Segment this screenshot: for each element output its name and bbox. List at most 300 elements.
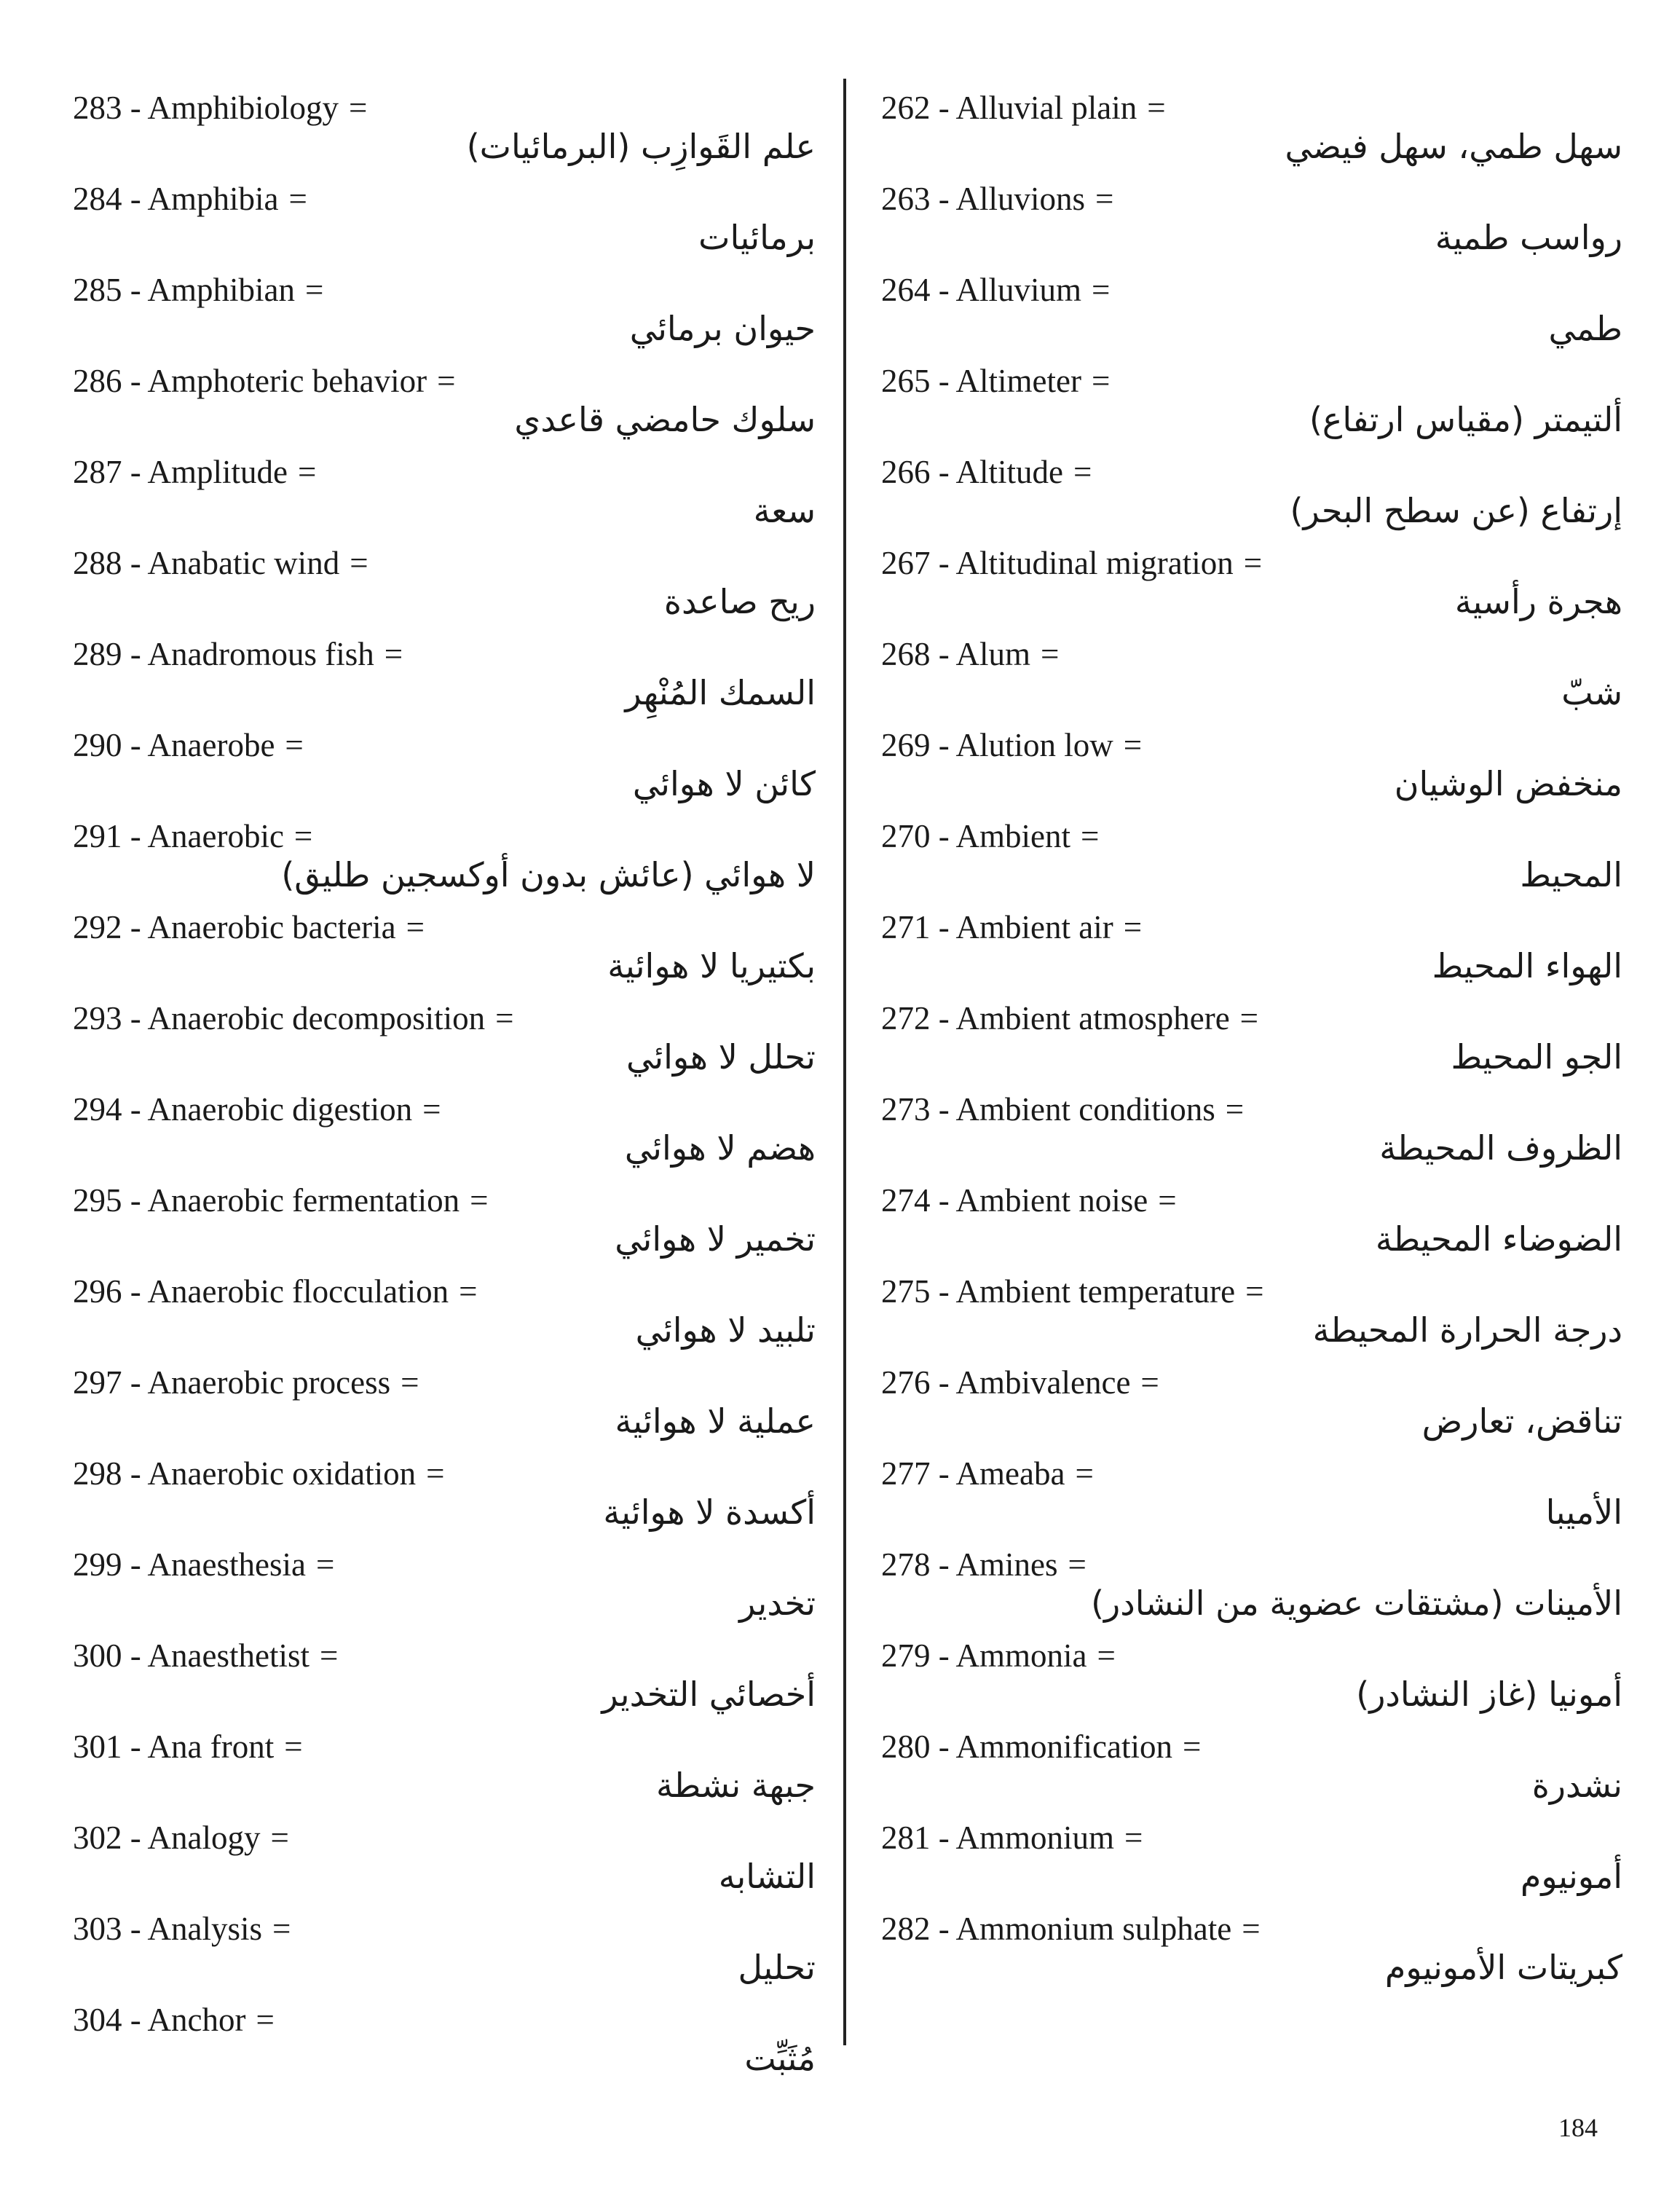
equals-sign: = — [272, 1911, 291, 1947]
equals-sign: = — [293, 818, 313, 854]
entry-english-term: Amphibia — [147, 181, 279, 217]
equals-sign: = — [305, 272, 324, 308]
entry-separator: - — [122, 363, 148, 399]
entry-arabic-translation: كائن لا هوائي — [632, 764, 816, 803]
equals-sign: = — [459, 1273, 478, 1310]
entry-separator: - — [930, 1728, 956, 1765]
entry-separator: - — [930, 636, 956, 672]
entry-english-term: Ammonification — [955, 1728, 1172, 1765]
entry-number: 276 — [881, 1364, 931, 1401]
entry-number: 267 — [881, 545, 931, 581]
entry-arabic-translation: تلبيد لا هوائي — [635, 1310, 816, 1350]
entry-separator: - — [930, 1546, 956, 1583]
entry-number: 262 — [881, 90, 931, 126]
dictionary-entry — [73, 359, 816, 450]
equals-sign: = — [437, 363, 456, 399]
entry-arabic-translation: طمي — [1548, 309, 1622, 348]
entry-english-term: Ammonium — [955, 1820, 1115, 1856]
equals-sign: = — [270, 1820, 289, 1856]
entry-number: 293 — [73, 1000, 122, 1036]
dictionary-entry — [881, 450, 1622, 541]
dictionary-entry — [881, 723, 1622, 814]
entry-english-term: Anaerobic — [147, 818, 284, 854]
equals-sign: = — [1225, 1091, 1245, 1128]
equals-sign: = — [1073, 454, 1092, 490]
equals-sign: = — [285, 727, 304, 763]
entry-number: 283 — [73, 90, 122, 126]
entry-number: 274 — [881, 1182, 931, 1219]
entry-term-line — [73, 814, 312, 858]
entry-term-line — [881, 1634, 1116, 1677]
equals-sign: = — [1140, 1364, 1159, 1401]
dictionary-entry — [881, 1179, 1622, 1270]
entry-number: 273 — [881, 1091, 931, 1128]
entry-english-term: Alluvions — [955, 181, 1086, 217]
entry-separator: - — [930, 1182, 956, 1219]
entry-english-term: Ambient temperature — [955, 1273, 1236, 1310]
entry-english-term: Amphibiology — [147, 90, 339, 126]
dictionary-entry — [73, 1634, 816, 1725]
equals-sign: = — [1242, 1911, 1261, 1947]
equals-sign: = — [1158, 1182, 1177, 1219]
equals-sign: = — [319, 1637, 339, 1674]
entry-term-line — [881, 632, 1059, 676]
entry-separator: - — [122, 272, 148, 308]
entry-arabic-translation: كبريتات الأمونيوم — [1384, 1948, 1622, 1987]
entry-number: 280 — [881, 1728, 931, 1765]
entry-term-line — [881, 1725, 1201, 1769]
entry-english-term: Ambient — [955, 818, 1070, 854]
dictionary-entry — [881, 268, 1622, 359]
entry-number: 297 — [73, 1364, 122, 1401]
equals-sign: = — [1081, 818, 1100, 854]
dictionary-entry — [73, 1361, 816, 1452]
entry-arabic-translation: ريح صاعدة — [663, 582, 816, 621]
entry-english-term: Analysis — [147, 1911, 263, 1947]
dictionary-entry — [881, 905, 1622, 996]
dictionary-entry — [73, 541, 816, 632]
entry-english-term: Ambient conditions — [955, 1091, 1215, 1128]
entry-number: 291 — [73, 818, 122, 854]
entry-number: 300 — [73, 1637, 122, 1674]
equals-sign: = — [1123, 909, 1143, 945]
entry-number: 290 — [73, 727, 122, 763]
entry-english-term: Ambivalence — [955, 1364, 1131, 1401]
equals-sign: = — [1245, 1273, 1264, 1310]
entry-arabic-translation: أمونيوم — [1520, 1857, 1622, 1896]
entry-number: 269 — [881, 727, 931, 763]
equals-sign: = — [422, 1091, 441, 1128]
entry-arabic-translation: الهواء المحيط — [1432, 946, 1622, 986]
entry-separator: - — [930, 1455, 956, 1492]
equals-sign: = — [298, 454, 317, 490]
entry-english-term: Anaerobic digestion — [147, 1091, 413, 1128]
entry-arabic-translation: الظروف المحيطة — [1379, 1128, 1622, 1168]
entry-number: 298 — [73, 1455, 122, 1492]
dictionary-entry — [881, 996, 1622, 1087]
entry-english-term: Amplitude — [147, 454, 288, 490]
entry-number: 289 — [73, 636, 122, 672]
equals-sign: = — [1239, 1000, 1259, 1036]
entry-term-line — [881, 905, 1142, 949]
right-column — [881, 86, 1622, 1998]
dictionary-entry — [881, 1907, 1622, 1998]
entry-arabic-translation: عملية لا هوائية — [615, 1401, 816, 1441]
equals-sign: = — [1068, 1546, 1087, 1583]
entry-arabic-translation: ألتيمتر (مقياس ارتفاع) — [1309, 400, 1622, 439]
equals-sign: = — [315, 1546, 335, 1583]
page-number: 184 — [1558, 2113, 1598, 2142]
entry-separator: - — [122, 1455, 148, 1492]
entry-number: 303 — [73, 1911, 122, 1947]
entry-term-line — [73, 1361, 419, 1404]
entry-separator: - — [930, 1364, 956, 1401]
entry-separator: - — [122, 2002, 148, 2038]
entry-separator: - — [930, 545, 956, 581]
entry-separator: - — [122, 1637, 148, 1674]
entry-term-line — [73, 177, 307, 221]
entry-term-line — [73, 1907, 291, 1951]
entry-arabic-translation: درجة الحرارة المحيطة — [1312, 1310, 1622, 1350]
dictionary-entry — [73, 1543, 816, 1634]
entry-term-line — [881, 723, 1142, 767]
entry-number: 301 — [73, 1728, 122, 1765]
entry-separator: - — [930, 1000, 956, 1036]
entry-separator: - — [930, 454, 956, 490]
entry-english-term: Alum — [955, 636, 1031, 672]
entry-english-term: Amphibian — [147, 272, 295, 308]
entry-term-line — [73, 1179, 488, 1222]
entry-separator: - — [122, 454, 148, 490]
entry-separator: - — [122, 909, 148, 945]
entry-separator: - — [930, 727, 956, 763]
entry-english-term: Ameaba — [955, 1455, 1065, 1492]
entry-english-term: Amines — [955, 1546, 1058, 1583]
dictionary-entry — [881, 86, 1622, 177]
equals-sign: = — [1097, 1637, 1116, 1674]
entry-english-term: Altimeter — [955, 363, 1081, 399]
equals-sign: = — [1095, 181, 1114, 217]
dictionary-entry — [881, 1816, 1622, 1907]
entry-arabic-translation: أخصائي التخدير — [602, 1675, 816, 1714]
entry-arabic-translation: سهل طمي، سهل فيضي — [1285, 127, 1622, 166]
entry-arabic-translation: الجو المحيط — [1451, 1037, 1622, 1077]
equals-sign: = — [495, 1000, 514, 1036]
entry-term-line — [73, 450, 316, 494]
dictionary-entry — [73, 450, 816, 541]
entry-english-term: Alluvial plain — [955, 90, 1137, 126]
entry-term-line — [881, 814, 1099, 858]
entry-term-line — [881, 177, 1113, 221]
entry-english-term: Ammonium sulphate — [955, 1911, 1232, 1947]
entry-separator: - — [930, 1273, 956, 1310]
entry-arabic-translation: سعة — [753, 491, 816, 530]
entry-arabic-translation: تحليل — [738, 1948, 816, 1987]
entry-separator: - — [122, 1364, 148, 1401]
entry-term-line — [881, 1543, 1087, 1586]
entry-number: 270 — [881, 818, 931, 854]
entry-separator: - — [122, 181, 148, 217]
entry-arabic-translation: لا هوائي (عائش بدون أوكسجين طليق) — [281, 855, 816, 894]
entry-term-line — [881, 1452, 1094, 1495]
entry-term-line — [881, 86, 1166, 130]
dictionary-entry — [881, 814, 1622, 905]
dictionary-entry — [73, 814, 816, 905]
entry-separator: - — [122, 1546, 148, 1583]
entry-number: 284 — [73, 181, 122, 217]
dictionary-entry — [73, 1998, 816, 2089]
equals-sign: = — [288, 181, 307, 217]
entry-arabic-translation: تخمير لا هوائي — [615, 1219, 816, 1259]
equals-sign: = — [401, 1364, 419, 1401]
equals-sign: = — [284, 1728, 303, 1765]
entry-english-term: Anaerobic flocculation — [147, 1273, 449, 1310]
entry-arabic-translation: بكتيريا لا هوائية — [607, 946, 816, 986]
entry-arabic-translation: سلوك حامضي قاعدي — [514, 400, 816, 439]
equals-sign: = — [1147, 90, 1166, 126]
entry-arabic-translation: شبّ — [1561, 673, 1622, 712]
entry-english-term: Anaerobic decomposition — [147, 1000, 486, 1036]
entry-english-term: Analogy — [147, 1820, 261, 1856]
dictionary-entry — [73, 177, 816, 268]
entry-term-line — [73, 632, 403, 676]
left-column — [73, 86, 816, 2089]
entry-number: 304 — [73, 2002, 122, 2038]
entry-english-term: Anadromous fish — [147, 636, 374, 672]
entry-arabic-translation: المحيط — [1520, 855, 1622, 894]
dictionary-entry — [73, 1087, 816, 1179]
entry-arabic-translation: إرتفاع (عن سطح البحر) — [1290, 491, 1622, 530]
entry-separator: - — [930, 272, 956, 308]
equals-sign: = — [1092, 272, 1111, 308]
entry-arabic-translation: تخدير — [739, 1584, 816, 1623]
dictionary-entry — [881, 1452, 1622, 1543]
entry-separator: - — [930, 90, 956, 126]
entry-english-term: Anaerobe — [147, 727, 275, 763]
entry-arabic-translation: الأميبا — [1545, 1492, 1622, 1532]
entry-separator: - — [930, 181, 956, 217]
dictionary-entry — [73, 723, 816, 814]
equals-sign: = — [350, 545, 368, 581]
equals-sign: = — [1091, 363, 1111, 399]
entry-term-line — [73, 1998, 275, 2042]
entry-separator: - — [122, 1820, 148, 1856]
entry-number: 264 — [881, 272, 931, 308]
entry-separator: - — [122, 818, 148, 854]
entry-term-line — [73, 86, 367, 130]
entry-english-term: Anaesthetist — [147, 1637, 309, 1674]
equals-sign: = — [1124, 1820, 1143, 1856]
entry-term-line — [881, 359, 1110, 403]
equals-sign: = — [1041, 636, 1060, 672]
entry-arabic-translation: تحلل لا هوائي — [626, 1037, 816, 1077]
entry-separator: - — [930, 1091, 956, 1128]
entry-english-term: Anaerobic bacteria — [147, 909, 396, 945]
entry-term-line — [881, 1361, 1159, 1404]
dictionary-entry — [73, 1816, 816, 1907]
entry-number: 275 — [881, 1273, 931, 1310]
entry-term-line — [73, 1543, 334, 1586]
dictionary-entry — [881, 1270, 1622, 1361]
entry-english-term: Altitude — [955, 454, 1063, 490]
entry-number: 302 — [73, 1820, 122, 1856]
entry-english-term: Anaesthesia — [147, 1546, 306, 1583]
entry-separator: - — [122, 727, 148, 763]
entry-arabic-translation: منخفض الوشيان — [1394, 764, 1622, 803]
entry-term-line — [73, 1270, 477, 1313]
entry-term-line — [73, 1725, 303, 1769]
entry-number: 292 — [73, 909, 122, 945]
entry-english-term: Ana front — [147, 1728, 275, 1765]
entry-arabic-translation: حيوان برمائي — [629, 309, 816, 348]
dictionary-entry — [73, 86, 816, 177]
entry-number: 263 — [881, 181, 931, 217]
entry-term-line — [73, 996, 514, 1040]
entry-term-line — [73, 1452, 445, 1495]
dictionary-entry — [73, 905, 816, 996]
entry-separator: - — [122, 1728, 148, 1765]
entry-arabic-translation: برمائيات — [698, 218, 816, 257]
equals-sign: = — [1123, 727, 1143, 763]
dictionary-entry — [881, 1634, 1622, 1725]
entry-arabic-translation: هضم لا هوائي — [624, 1128, 816, 1168]
entry-term-line — [73, 268, 323, 312]
entry-number: 296 — [73, 1273, 122, 1310]
entry-english-term: Anabatic wind — [147, 545, 340, 581]
equals-sign: = — [384, 636, 403, 672]
dictionary-entry — [881, 541, 1622, 632]
entry-number: 268 — [881, 636, 931, 672]
entry-separator: - — [122, 1000, 148, 1036]
equals-sign: = — [1182, 1728, 1202, 1765]
entry-english-term: Anaerobic fermentation — [147, 1182, 460, 1219]
entry-number: 282 — [881, 1911, 931, 1947]
dictionary-entry — [881, 632, 1622, 723]
entry-separator: - — [122, 1091, 148, 1128]
entry-number: 286 — [73, 363, 122, 399]
entry-term-line — [881, 1907, 1261, 1951]
dictionary-entry — [73, 632, 816, 723]
entry-english-term: Alluvium — [955, 272, 1082, 308]
entry-arabic-translation: تناقض، تعارض — [1421, 1401, 1622, 1441]
entry-separator: - — [122, 1182, 148, 1219]
entry-number: 271 — [881, 909, 931, 945]
entry-english-term: Anaerobic oxidation — [147, 1455, 417, 1492]
entry-term-line — [881, 1087, 1244, 1131]
entry-separator: - — [122, 90, 148, 126]
entry-arabic-translation: أمونيا (غاز النشادر) — [1356, 1675, 1622, 1714]
equals-sign: = — [349, 90, 368, 126]
dictionary-entry — [881, 1361, 1622, 1452]
dictionary-entry — [73, 1270, 816, 1361]
entry-arabic-translation: أكسدة لا هوائية — [603, 1492, 816, 1532]
entry-separator: - — [930, 1911, 956, 1947]
equals-sign: = — [470, 1182, 489, 1219]
entry-term-line — [881, 541, 1262, 585]
equals-sign: = — [406, 909, 425, 945]
entry-number: 295 — [73, 1182, 122, 1219]
entry-separator: - — [930, 818, 956, 854]
entry-arabic-translation: نشدرة — [1531, 1766, 1622, 1805]
entry-arabic-translation: جبهة نشطة — [655, 1766, 816, 1805]
entry-term-line — [881, 996, 1258, 1040]
entry-separator: - — [122, 636, 148, 672]
entry-separator: - — [930, 1820, 956, 1856]
entry-arabic-translation: رواسب طمية — [1435, 218, 1622, 257]
entry-english-term: Altitudinal migration — [955, 545, 1234, 581]
entry-separator: - — [122, 1273, 148, 1310]
entry-term-line — [881, 268, 1110, 312]
entry-term-line — [881, 1179, 1177, 1222]
entry-arabic-translation: هجرة رأسية — [1454, 582, 1622, 621]
entry-separator: - — [122, 545, 148, 581]
dictionary-entry — [73, 268, 816, 359]
dictionary-entry — [881, 1543, 1622, 1634]
entry-number: 279 — [881, 1637, 931, 1674]
entry-number: 265 — [881, 363, 931, 399]
entry-number: 285 — [73, 272, 122, 308]
entry-arabic-translation: الأمينات (مشتقات عضوية من النشادر) — [1091, 1584, 1622, 1623]
entry-arabic-translation: الضوضاء المحيطة — [1375, 1219, 1622, 1259]
equals-sign: = — [256, 2002, 275, 2038]
dictionary-entry — [73, 1179, 816, 1270]
equals-sign: = — [1243, 545, 1263, 581]
entry-term-line — [881, 1270, 1264, 1313]
equals-sign: = — [426, 1455, 445, 1492]
entry-term-line — [881, 1816, 1143, 1860]
entry-number: 277 — [881, 1455, 931, 1492]
dictionary-entry — [73, 1725, 816, 1816]
entry-number: 287 — [73, 454, 122, 490]
entry-arabic-translation: مُثَبِّت — [744, 2039, 816, 2078]
entry-english-term: Alution low — [955, 727, 1113, 763]
entry-separator: - — [930, 909, 956, 945]
entry-term-line — [73, 1634, 338, 1677]
dictionary-entry — [73, 996, 816, 1087]
column-divider — [843, 79, 846, 2045]
entry-arabic-translation: علم القَوازِب (البرمائيات) — [466, 127, 816, 166]
entry-term-line — [73, 723, 304, 767]
entry-english-term: Ambient noise — [955, 1182, 1148, 1219]
entry-term-line — [73, 1087, 441, 1131]
entry-number: 266 — [881, 454, 931, 490]
entry-english-term: Anaerobic process — [147, 1364, 391, 1401]
entry-arabic-translation: التشابه — [718, 1857, 816, 1896]
entry-english-term: Ambient atmosphere — [955, 1000, 1230, 1036]
entry-number: 294 — [73, 1091, 122, 1128]
dictionary-entry — [881, 177, 1622, 268]
dictionary-entry — [881, 1725, 1622, 1816]
entry-english-term: Ambient air — [955, 909, 1113, 945]
equals-sign: = — [1075, 1455, 1094, 1492]
entry-arabic-translation: السمك المُنْهِر — [625, 673, 816, 712]
entry-number: 272 — [881, 1000, 931, 1036]
entry-number: 288 — [73, 545, 122, 581]
entry-number: 299 — [73, 1546, 122, 1583]
entry-english-term: Amphoteric behavior — [147, 363, 427, 399]
dictionary-entry — [881, 359, 1622, 450]
entry-term-line — [73, 359, 456, 403]
entry-number: 278 — [881, 1546, 931, 1583]
entry-separator: - — [122, 1911, 148, 1947]
entry-english-term: Ammonia — [955, 1637, 1087, 1674]
entry-number: 281 — [881, 1820, 931, 1856]
dictionary-entry — [881, 1087, 1622, 1179]
entry-separator: - — [930, 363, 956, 399]
entry-term-line — [73, 541, 368, 585]
entry-term-line — [73, 1816, 289, 1860]
dictionary-entry — [73, 1907, 816, 1998]
